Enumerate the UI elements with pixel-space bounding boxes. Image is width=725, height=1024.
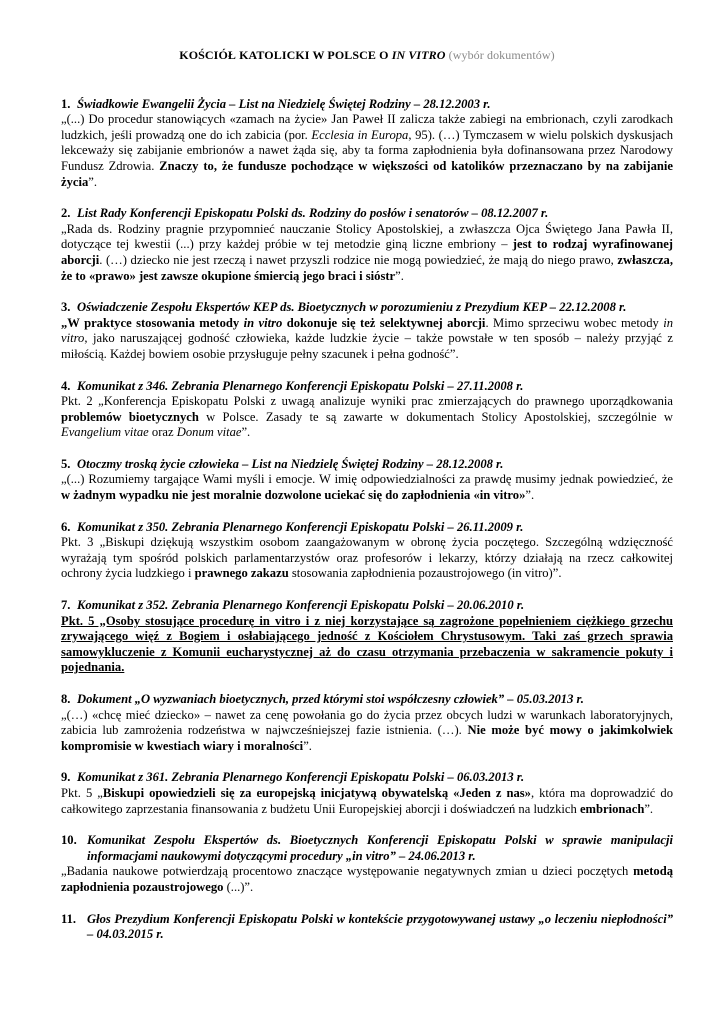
section-title: Komunikat z 350. Zebrania Plenarnego Konferencji Episkopatu Polski – 26.11.2009 r. — [77, 519, 524, 534]
section-title: Świadkowie Ewangelii Życia – List na Niedzielę Świętej Rodziny – 28.12.2003 r. — [77, 96, 491, 111]
bold-text: problemów bioetycznych — [61, 409, 199, 424]
section-body — [61, 316, 673, 363]
section-body — [61, 112, 673, 190]
section-number: 8. — [61, 692, 71, 706]
section-heading — [61, 520, 673, 536]
section-title: Komunikat z 346. Zebrania Plenarnego Konferencji Episkopatu Polski – 27.11.2008 r. — [77, 378, 524, 393]
section-body — [61, 222, 673, 284]
italic-text: Ecclesia in Europa — [311, 127, 409, 142]
italic-text: Donum vitae — [176, 425, 242, 440]
section-number: 3. — [61, 300, 71, 315]
bold-text: w żadnym wypadku nie jest moralnie dozwolone uciekać się do zapłodnienia «in vitro» — [61, 488, 526, 503]
section-number: 1. — [61, 96, 71, 111]
bold-text: prawnego zakazu — [194, 566, 289, 581]
body-text: „(…) «chcę mieć dziecko» – nawet za cenę powołania go do życia przez obcych ludzi w warunkach laboratoryjnych, zabicia lub zamrożenia rodzeństwa w najwcześniejszej fazie istnienia. (…). — [61, 707, 673, 738]
section-heading — [61, 206, 673, 222]
section-10 — [61, 833, 673, 895]
section-title: Komunikat z 361. Zebrania Plenarnego Konferencji Episkopatu Polski – 06.03.2013 r. — [77, 770, 525, 785]
section-number: 6. — [61, 519, 71, 534]
section-title: Otoczmy troską życie człowieka – List na Niedzielę Świętej Rodziny – 28.12.2008 r. — [77, 456, 504, 471]
title-main: KOŚCIÓŁ KATOLICKI W POLSCE O — [179, 48, 389, 62]
section-heading — [61, 598, 673, 614]
section-heading — [61, 97, 673, 113]
body-text: , jako naruszającej godność człowieka, każde ludzkie życie – także powstałe w ten sposób – należy przyjąć z miłością. Każdej bowiem osobie przysługuje pełny szacunek i pełna godność”. — [61, 331, 673, 361]
section-body — [61, 472, 673, 503]
section-title: Komunikat z 352. Zebrania Plenarnego Konferencji Episkopatu Polski – 20.06.2010 r. — [77, 598, 525, 613]
section-number: 2. — [61, 206, 71, 221]
bold-text: zwłaszcza, że to «prawo» jest zawsze okupione śmiercią jego braci i sióstr — [61, 252, 673, 283]
section-body — [61, 708, 673, 755]
section-number: 4. — [61, 378, 71, 393]
section-number: 10. — [61, 833, 77, 848]
body-text: , 95). (…) Tymczasem w wielu polskich dyskusjach lekceważy się zabijanie embrionów a nawet żąda się, aby ta forma zapłodnienia była dofinansowana przez Narodowy Fundusz Zdrowia. — [61, 127, 673, 173]
section-title: List Rady Konferencji Episkopatu Polski ds. Rodziny do posłów i senatorów – 08.12.2007 r. — [77, 206, 549, 221]
body-text: (...)”. — [223, 879, 254, 894]
bold-text: „W praktyce stosowania metody — [61, 315, 244, 330]
section-number: 9. — [61, 770, 71, 785]
bold-text: Biskupi opowiedzieli się za europejską inicjatywą obywatelską «Jeden z nas» — [102, 785, 531, 800]
section-7 — [61, 598, 673, 676]
section-body — [61, 864, 673, 895]
section-4 — [61, 379, 673, 441]
body-text: ”. — [241, 425, 251, 440]
body-text: Pkt. 5 „ — [61, 785, 103, 800]
document-title — [61, 48, 673, 64]
section-body — [61, 535, 673, 582]
body-text: Pkt. 3 „Biskupi dziękują wszystkim osobom zaangażowanym w obronę życia poczętego. Szczególną wdzięczność wyrażają tym spośród polskich parlamentarzystów oraz profesorów i lekarzy, którzy działają na rzecz całkowitej ochrony życia ludzkiego i — [61, 535, 673, 581]
section-title: Komunikat Zespołu Ekspertów ds. Bioetycznych Konferencji Episkopatu Polski w sprawie manipulacji informacjami naukowymi dotyczącymi procedury „in vitro” – 24.06.2013 r. — [87, 833, 673, 863]
body-text: Pkt. 2 „Konferencja Episkopatu Polski z uwagą analizuje wyniki prac zmierzających do prawnego uporządkowania — [61, 394, 673, 409]
bold-underlined-text: Pkt. 5 „Osoby stosujące procedurę in vitro i z niej korzystające są zagrożone popełnieniem ciężkiego grzechu zrywającego więź z Bogiem i osłabiającego jedność z Kościołem Chrystusowym. Taki zaś grzech sprawia samowykluczenie z Komunii eucharystycznej aż do czasu otrzymania przebaczenia w sakramencie pokuty i pojednania. — [61, 613, 673, 675]
section-1 — [61, 97, 673, 191]
body-text: ”. — [644, 801, 654, 816]
body-text: ”. — [88, 174, 98, 189]
bold-text: Nie może być mowy o jakimkolwiek kompromisie w kwestiach wiary i moralności — [61, 723, 673, 753]
title-italic: IN VITRO — [391, 48, 446, 62]
section-heading — [61, 379, 673, 395]
body-text: . (…) dziecko nie jest rzeczą i nawet przyszli rodzice nie mogą powiedzieć, że mają do niego prawo, — [99, 252, 618, 267]
section-number: 5. — [61, 456, 71, 471]
body-text: w Polsce. Zasady te są zawarte w dokumentach Stolicy Apostolskiej, szczególnie w — [198, 409, 673, 424]
body-text: ”. — [525, 488, 535, 503]
section-heading — [61, 300, 673, 316]
body-text: „Badania naukowe potwierdzają procentowo znaczące występowanie negatywnych zmian u dzieci poczętych — [61, 864, 634, 879]
bold-text: metodą zapłodnienia pozaustrojowego — [61, 864, 673, 894]
bold-italic-text: in vitro — [243, 315, 283, 330]
section-title: Głos Prezydium Konferencji Episkopatu Polski w kontekście przygotowywanej ustawy „o leczeniu niepłodności” – 04.03.2015 r. — [87, 911, 673, 942]
body-text: „(...) Rozumiemy targające Wami myśli i emocje. W imię odpowiedzialności za prawdę musimy jednak powiedzieć, że — [61, 472, 673, 487]
section-11 — [61, 912, 673, 943]
body-text: oraz — [148, 425, 177, 440]
title-subtitle: (wybór dokumentów) — [448, 48, 555, 62]
section-heading — [61, 833, 673, 864]
section-3 — [61, 300, 673, 362]
section-2 — [61, 206, 673, 284]
section-number: 11. — [61, 911, 77, 926]
section-title: Dokument „O wyzwaniach bioetycznych, przed którymi stoi współczesny człowiek” – 05.03.2013 r. — [77, 692, 584, 706]
section-9 — [61, 770, 673, 817]
body-text: . Mimo sprzeciwu wobec metody — [485, 315, 664, 330]
bold-text: Znaczy to, że fundusze pochodzące w większości od katolików przeznaczano by na zabijanie życia — [61, 158, 673, 189]
body-text: „(...) Do procedur stanowiących «zamach na życie» Jan Paweł II zalicza także zabiegi na embrionach, czyli zarodkach ludzkich, jeśli prowadzą one do ich zabicia (por. — [61, 112, 673, 142]
body-text: ”. — [303, 738, 312, 753]
section-body — [61, 786, 673, 817]
bold-text: jest to rodzaj wyrafinowanej aborcji — [61, 237, 674, 267]
bold-text: embrionach — [579, 801, 645, 816]
body-text: stosowania zapłodnienia pozaustrojowego (in vitro)”. — [288, 566, 562, 581]
body-text: , która ma doprowadzić do całkowitego zaprzestania finansowania z budżetu Unii Europejskiej aborcji i doświadczeń na ludzkich — [61, 785, 673, 816]
section-8 — [61, 692, 673, 754]
section-title: Oświadczenie Zespołu Ekspertów KEP ds. Bioetycznych w porozumieniu z Prezydium KEP – 22.12.2008 r. — [77, 300, 627, 315]
body-text: ”. — [395, 268, 404, 283]
section-body — [61, 394, 673, 441]
body-text: „Rada ds. Rodziny pragnie przypomnieć nauczanie Stolicy Apostolskiej, a zwłaszcza Ojca Świętego Jana Pawła II, dotyczące tej kwestii (...) przy każdej próbie w tej metodzie giną liczne embriony – — [61, 221, 673, 252]
section-6 — [61, 520, 673, 582]
section-number: 7. — [61, 598, 71, 613]
bold-text: dokonuje się też selektywnej aborcji — [282, 315, 486, 330]
section-heading — [61, 770, 673, 786]
section-body — [61, 614, 673, 676]
section-heading — [61, 457, 673, 473]
italic-text: in vitro — [61, 315, 674, 346]
section-heading — [61, 912, 673, 943]
section-heading — [61, 692, 673, 708]
section-5 — [61, 457, 673, 504]
italic-text: Evangelium vitae — [61, 425, 149, 440]
